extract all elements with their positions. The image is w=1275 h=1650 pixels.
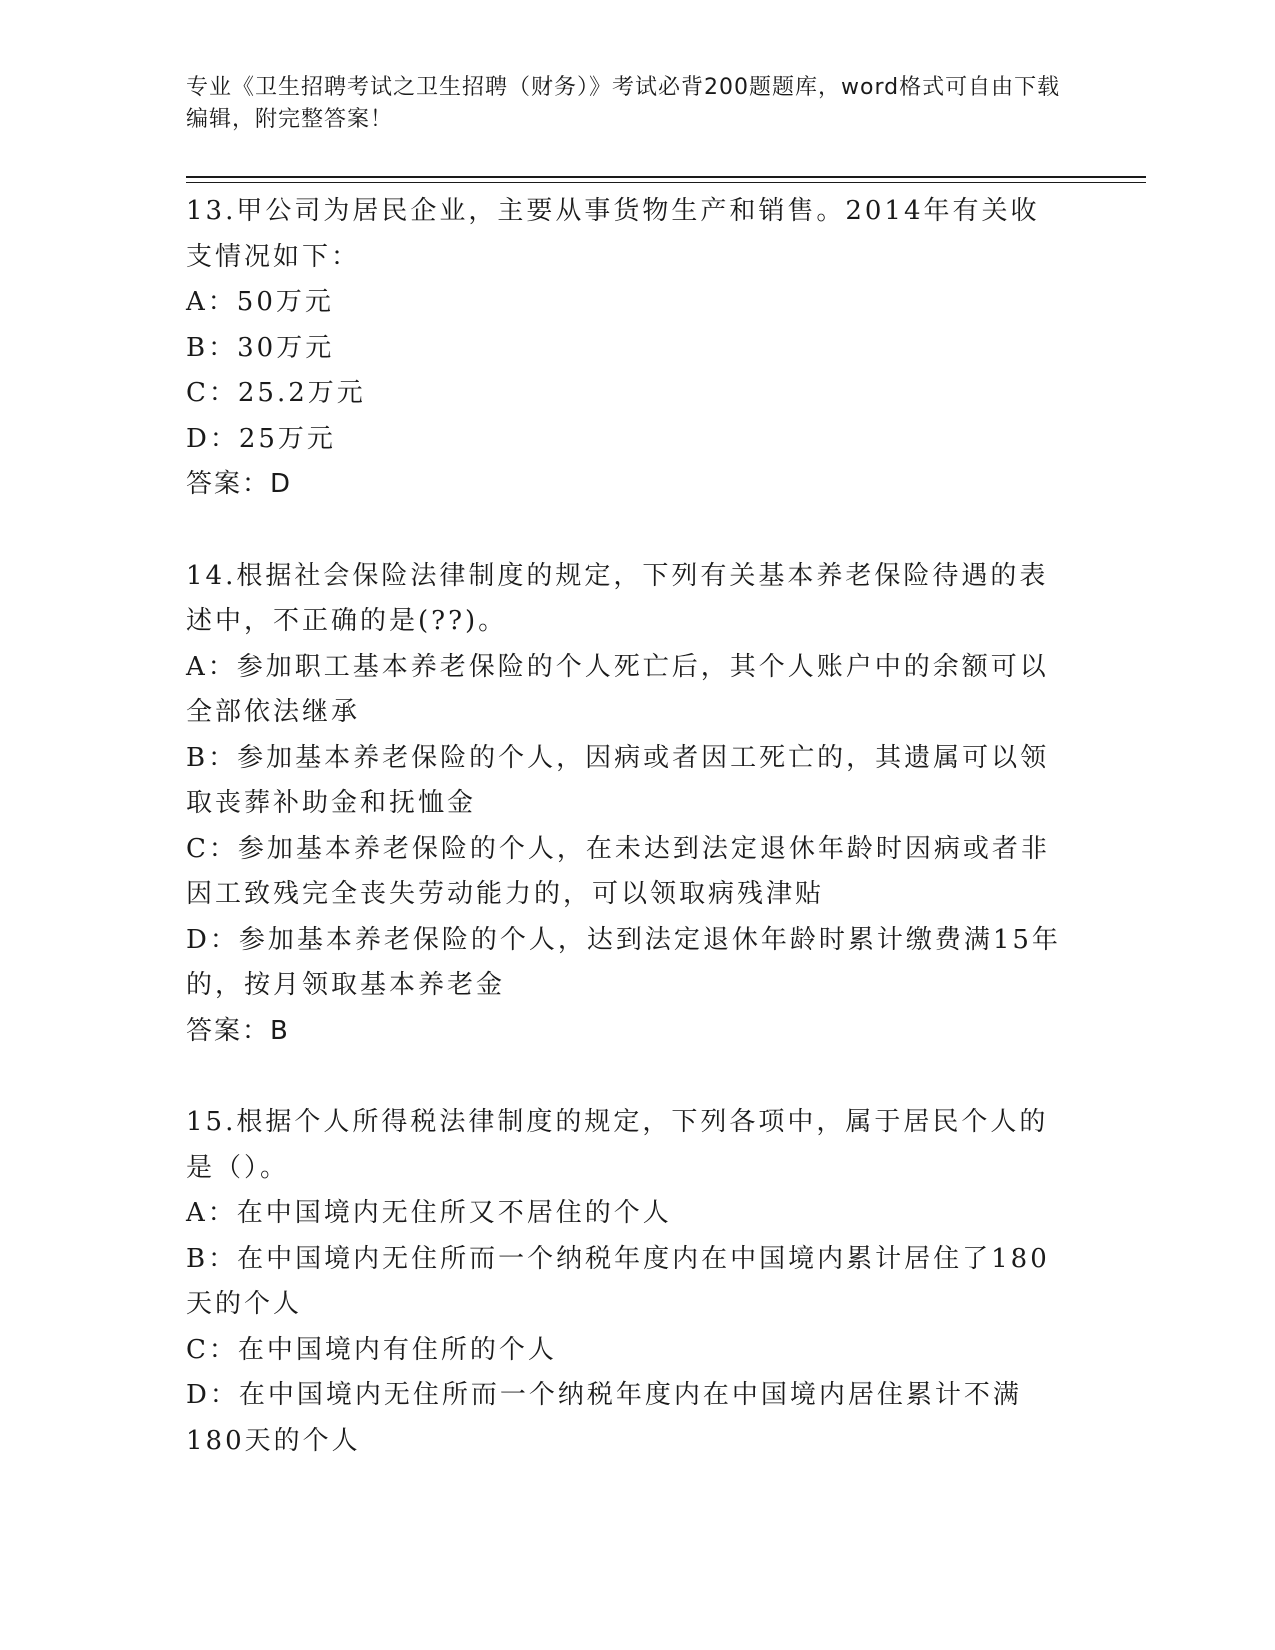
question-14 xyxy=(186,554,1066,1055)
header-divider-thin xyxy=(186,182,1146,183)
option-b: B：在中国境内无住所而一个纳税年度内在中国境内累计居住了180天的个人 xyxy=(186,1243,1050,1319)
answer-label: 答案：D xyxy=(186,469,293,499)
question-stem: 13.甲公司为居民企业，主要从事货物生产和销售。2014年有关收支情况如下： xyxy=(186,196,1040,272)
option-c: C：25.2万元 xyxy=(186,378,366,408)
option-b: B：30万元 xyxy=(186,332,335,363)
option-c: C：参加基本养老保险的个人，在未达到法定退休年龄时因病或者非因工致残完全丧失劳动能力的，可以领取病残津贴 xyxy=(186,833,1050,909)
option-a: A：参加职工基本养老保险的个人死亡后，其个人账户中的余额可以全部依法继承 xyxy=(186,651,1049,727)
question-stem: 15.根据个人所得税法律制度的规定，下列各项中，属于居民个人的是（）。 xyxy=(186,1107,1049,1183)
question-list xyxy=(186,189,1066,1510)
option-b: B：参加基本养老保险的个人，因病或者因工死亡的，其遗属可以领取丧葬补助金和抚恤金 xyxy=(186,742,1050,818)
option-d: D：25万元 xyxy=(186,423,336,454)
document-header: 专业《卫生招聘考试之卫生招聘（财务）》考试必背200题题库，word格式可自由下载编辑，附完整答案！ xyxy=(186,75,1061,132)
question-13 xyxy=(186,189,1066,508)
answer-label: 答案：B xyxy=(186,1015,290,1046)
option-a: A：50万元 xyxy=(186,287,334,317)
header-divider-thick xyxy=(186,176,1146,178)
option-a: A：在中国境内无住所又不居住的个人 xyxy=(186,1198,672,1228)
option-d: D：在中国境内无住所而一个纳税年度内在中国境内居住累计不满180天的个人 xyxy=(186,1380,1022,1456)
option-c: C：在中国境内有住所的个人 xyxy=(186,1334,557,1365)
question-15 xyxy=(186,1100,1066,1464)
question-stem: 14.根据社会保险法律制度的规定，下列有关基本养老保险待遇的表述中，不正确的是(??)。 xyxy=(186,560,1049,636)
option-d: D：参加基本养老保险的个人，达到法定退休年龄时累计缴费满15年的，按月领取基本养老金 xyxy=(186,924,1061,1000)
